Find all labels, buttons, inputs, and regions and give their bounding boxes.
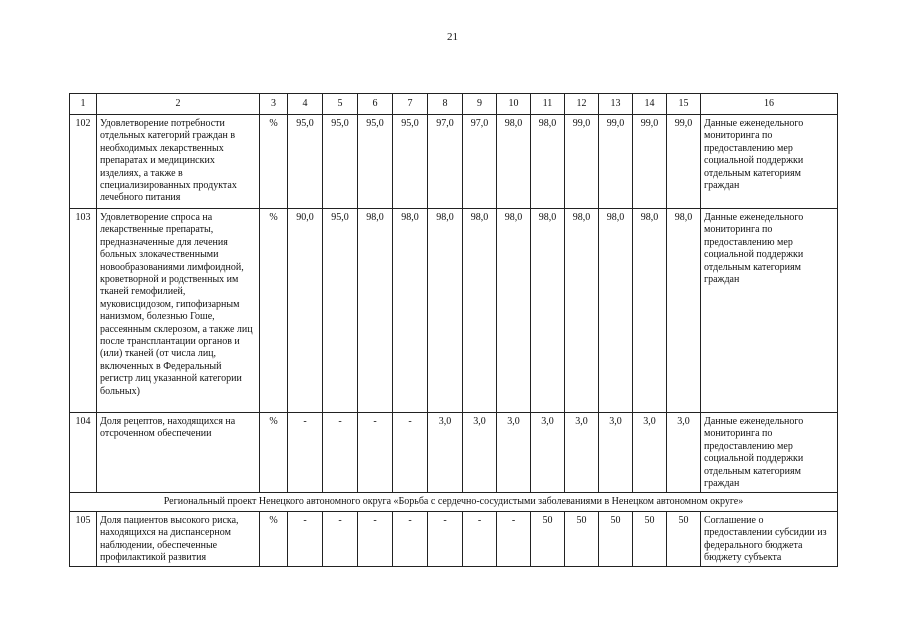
header-cell: 9 <box>463 94 497 115</box>
value-cell: 50 <box>667 511 701 567</box>
value-cell: - <box>393 413 428 493</box>
source-cell: Данные еженедельного мониторинга по предоставлению мер социальной поддержки отдельным категориям граждан <box>701 209 838 413</box>
value-cell: - <box>288 413 323 493</box>
value-cell: 98,0 <box>565 209 599 413</box>
source-cell: Данные еженедельного мониторинга по предоставлению мер социальной поддержки отдельным категориям граждан <box>701 413 838 493</box>
header-cell: 14 <box>633 94 667 115</box>
indicator-name: Доля пациентов высокого риска, находящихся на диспансерном наблюдении, обеспеченные профилактикой развития <box>97 511 260 567</box>
value-cell: 3,0 <box>633 413 667 493</box>
table-row <box>70 511 838 567</box>
value-cell: 98,0 <box>633 209 667 413</box>
value-cell: 98,0 <box>531 209 565 413</box>
indicator-name: Удовлетворение потребности отдельных категорий граждан в необходимых лекарственных препаратах и медицинских изделиях, а также в специализированных продуктах лечебного питания <box>97 115 260 209</box>
value-cell: 98,0 <box>393 209 428 413</box>
value-cell: 3,0 <box>667 413 701 493</box>
unit-cell: % <box>260 413 288 493</box>
value-cell: 98,0 <box>497 115 531 209</box>
section-title: Региональный проект Ненецкого автономного округа «Борьба с сердечно-сосудистыми заболеваниями в Ненецком автономном округе» <box>70 493 838 511</box>
value-cell: 97,0 <box>428 115 463 209</box>
value-cell: 3,0 <box>497 413 531 493</box>
value-cell: - <box>393 511 428 567</box>
table-row <box>70 209 838 413</box>
value-cell: 95,0 <box>288 115 323 209</box>
page-number: 21 <box>447 31 458 43</box>
header-cell: 11 <box>531 94 565 115</box>
value-cell: 3,0 <box>565 413 599 493</box>
value-cell: 98,0 <box>531 115 565 209</box>
header-cell: 13 <box>599 94 633 115</box>
table-header-row <box>70 94 838 115</box>
header-cell: 2 <box>97 94 260 115</box>
value-cell: 3,0 <box>463 413 497 493</box>
header-cell: 4 <box>288 94 323 115</box>
value-cell: 95,0 <box>323 115 358 209</box>
value-cell: 95,0 <box>323 209 358 413</box>
section-row <box>70 493 838 511</box>
value-cell: 3,0 <box>531 413 565 493</box>
unit-cell: % <box>260 511 288 567</box>
value-cell: 90,0 <box>288 209 323 413</box>
value-cell: - <box>428 511 463 567</box>
value-cell: 98,0 <box>599 209 633 413</box>
value-cell: 95,0 <box>393 115 428 209</box>
value-cell: 95,0 <box>358 115 393 209</box>
unit-cell: % <box>260 209 288 413</box>
value-cell: - <box>463 511 497 567</box>
row-number: 105 <box>70 511 97 567</box>
row-number: 102 <box>70 115 97 209</box>
indicator-name: Доля рецептов, находящихся на отсроченном обеспечении <box>97 413 260 493</box>
value-cell: - <box>358 511 393 567</box>
header-cell: 3 <box>260 94 288 115</box>
table-row <box>70 413 838 493</box>
value-cell: 3,0 <box>428 413 463 493</box>
header-cell: 1 <box>70 94 97 115</box>
value-cell: 98,0 <box>497 209 531 413</box>
value-cell: - <box>497 511 531 567</box>
source-cell: Данные еженедельного мониторинга по предоставлению мер социальной поддержки отдельным категориям граждан <box>701 115 838 209</box>
header-cell: 5 <box>323 94 358 115</box>
value-cell: 98,0 <box>667 209 701 413</box>
value-cell: - <box>323 413 358 493</box>
source-cell: Соглашение о предоставлении субсидии из федерального бюджета бюджету субъекта <box>701 511 838 567</box>
indicator-name: Удовлетворение спроса на лекарственные препараты, предназначенные для лечения больных злокачественными новообразованиями лимфоидной, кроветворной и родственных им тканей гемофилией, муковисцидозом, гипофизарным нанизмом, болезнью Гоше, рассеянным склерозом, а также лиц после трансплантации органов и (или) тканей (от числа лиц, включенных в Федеральный регистр лиц указанной категории больных) <box>97 209 260 413</box>
header-cell: 16 <box>701 94 838 115</box>
table-row <box>70 115 838 209</box>
value-cell: 97,0 <box>463 115 497 209</box>
value-cell: 50 <box>565 511 599 567</box>
indicators-table <box>69 93 838 567</box>
header-cell: 6 <box>358 94 393 115</box>
value-cell: 98,0 <box>358 209 393 413</box>
value-cell: - <box>288 511 323 567</box>
value-cell: 50 <box>599 511 633 567</box>
header-cell: 15 <box>667 94 701 115</box>
header-cell: 12 <box>565 94 599 115</box>
value-cell: 50 <box>633 511 667 567</box>
row-number: 104 <box>70 413 97 493</box>
value-cell: 99,0 <box>565 115 599 209</box>
value-cell: 3,0 <box>599 413 633 493</box>
unit-cell: % <box>260 115 288 209</box>
value-cell: - <box>358 413 393 493</box>
value-cell: 99,0 <box>667 115 701 209</box>
header-cell: 10 <box>497 94 531 115</box>
value-cell: 50 <box>531 511 565 567</box>
value-cell: 99,0 <box>599 115 633 209</box>
header-cell: 7 <box>393 94 428 115</box>
value-cell: 98,0 <box>428 209 463 413</box>
value-cell: - <box>323 511 358 567</box>
header-cell: 8 <box>428 94 463 115</box>
row-number: 103 <box>70 209 97 413</box>
value-cell: 99,0 <box>633 115 667 209</box>
value-cell: 98,0 <box>463 209 497 413</box>
